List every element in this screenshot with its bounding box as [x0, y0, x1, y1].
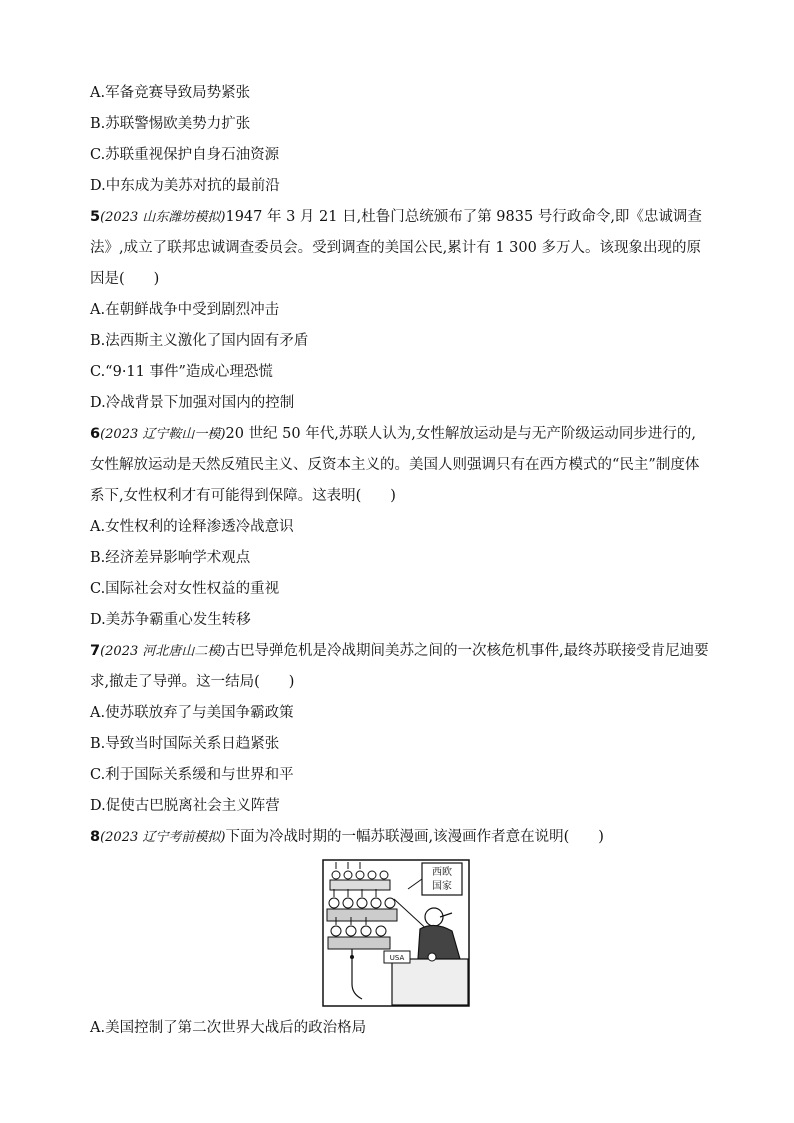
question-stem	[90, 419, 710, 512]
question-text: 下面为冷战时期的一幅苏联漫画,该漫画作者意在说明( )	[225, 829, 604, 845]
option-a: A.在朝鲜战争中受到剧烈冲击	[90, 302, 280, 318]
option-d: D.促使古巴脱离社会主义阵营	[90, 798, 280, 814]
option-b: B.导致当时国际关系日趋紧张	[90, 736, 280, 752]
question-text: 1947 年 3 月 21 日,杜鲁门总统颁布了第 9835 号行政命令,即《忠诚调查法》,成立了联邦忠诚调查委员会。受到调查的美国公民,累计有 1 300 多万人。该现象出现的原因是( )	[90, 209, 702, 287]
question-number: 5	[90, 209, 101, 225]
option-a: A.使苏联放弃了与美国争霸政策	[90, 705, 294, 721]
question-source: (2023 山东潍坊模拟)	[100, 210, 226, 225]
sign-text-2: 国家	[432, 881, 452, 892]
question-5	[90, 202, 710, 419]
option-a: A.女性权利的诠释渗透冷战意识	[90, 519, 294, 535]
question-stem	[90, 822, 710, 853]
option-d: D.中东成为美苏对抗的最前沿	[90, 178, 280, 194]
desk	[392, 959, 468, 1005]
option-a: A.军备竞赛导致局势紧张	[90, 85, 251, 101]
option-c: C.“9·11 事件”造成心理恐慌	[90, 364, 273, 380]
question-stem	[90, 636, 710, 698]
option-d: D.冷战背景下加强对国内的控制	[90, 395, 295, 411]
question-number: 7	[90, 643, 101, 659]
question-text: 古巴导弹危机是冷战期间美苏之间的一次核危机事件,最终苏联接受肯尼迪要求,撤走了导弹。这一结局( )	[90, 643, 709, 690]
question-stem	[90, 202, 710, 295]
option-c: C.利于国际关系缓和与世界和平	[90, 767, 294, 783]
question-number: 8	[90, 829, 101, 845]
top-options	[90, 78, 710, 202]
soviet-cartoon	[322, 859, 470, 1007]
question-source: (2023 辽宁考前模拟)	[100, 830, 226, 845]
question-6	[90, 419, 710, 636]
option-b: B.苏联警惕欧美势力扩张	[90, 116, 251, 132]
option-c: C.苏联重视保护自身石油资源	[90, 147, 280, 163]
question-text: 20 世纪 50 年代,苏联人认为,女性解放运动是与无产阶级运动同步进行的,女性解放运动是天然反殖民主义、反资本主义的。美国人则强调只有在西方模式的“民主”制度体系下,女性权利才有可能得到保障。这表明( )	[90, 426, 700, 504]
sign-text-1: 西欧	[432, 867, 452, 878]
content	[90, 78, 710, 1044]
option-b: B.经济差异影响学术观点	[90, 550, 251, 566]
puppet-row-top	[330, 871, 390, 890]
cartoon-drawing	[322, 859, 470, 1007]
desk-label: USA	[389, 954, 405, 962]
question-8	[90, 822, 710, 1044]
option-a: A.美国控制了第二次世界大战后的政治格局	[90, 1020, 367, 1036]
question-7	[90, 636, 710, 822]
option-c: C.国际社会对女性权益的重视	[90, 581, 280, 597]
question-source: (2023 河北唐山二模)	[100, 644, 226, 659]
option-b: B.法西斯主义激化了国内固有矛盾	[90, 333, 309, 349]
question-number: 6	[90, 426, 101, 442]
puppet-row-middle	[327, 898, 397, 921]
question-source: (2023 辽宁鞍山一模)	[100, 427, 226, 442]
option-d: D.美苏争霸重心发生转移	[90, 612, 251, 628]
